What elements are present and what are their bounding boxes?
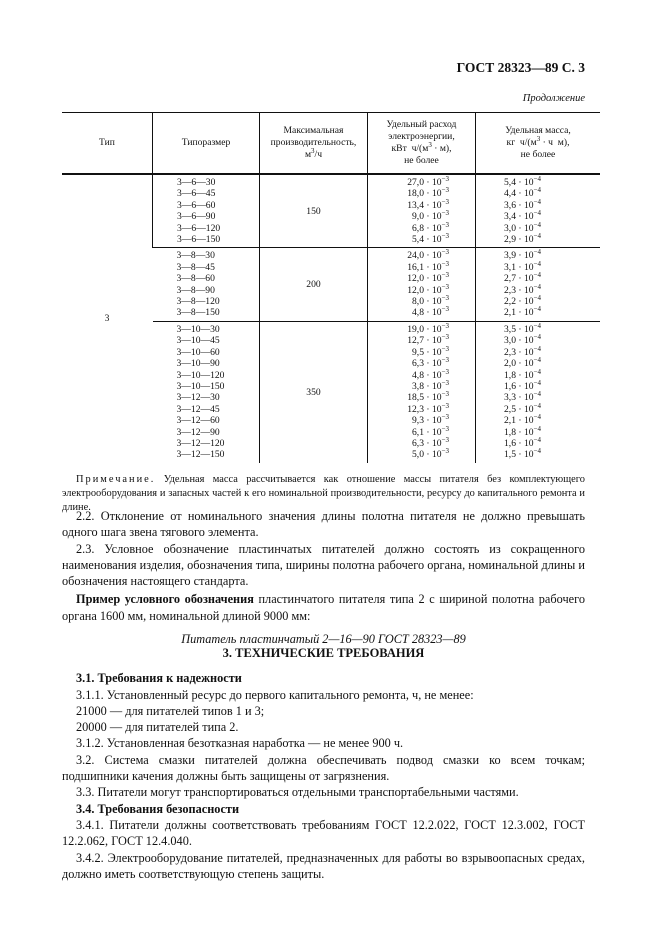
mass-value: $3,0 \cdot 10^{-4}$ — [504, 333, 542, 347]
paragraph-3-1-2: 3.1.2. Установленная безотказная наработка — не менее 900 ч. — [76, 736, 404, 751]
mass-value: $3,0 \cdot 10^{-4}$ — [504, 220, 542, 234]
size-value: 3—12—30 — [176, 392, 220, 404]
mass-value: $3,9 \cdot 10^{-4}$ — [504, 248, 542, 262]
mass-value: $3,5 \cdot 10^{-4}$ — [504, 321, 542, 335]
energy-value: $13,4 \cdot 10^{-3}$ — [407, 197, 450, 211]
col-mass: Удельная масса, кг $ч/(м^3 \cdot ч$ м), не более — [476, 113, 601, 175]
col-size: Типоразмер — [153, 113, 260, 175]
mass-cell — [476, 248, 601, 321]
size-value: 3—6—60 — [177, 199, 216, 211]
size-value: 3—12—45 — [176, 403, 220, 415]
size-value: 3—8—120 — [176, 296, 220, 308]
energy-cell — [368, 321, 476, 462]
mass-value: $1,6 \cdot 10^{-4}$ — [504, 378, 542, 392]
energy-value: $18,5 \cdot 10^{-3}$ — [407, 390, 450, 404]
size-value: 3—10—60 — [176, 346, 220, 358]
mass-value: $3,4 \cdot 10^{-4}$ — [504, 209, 542, 223]
size-value: 3—6—120 — [177, 222, 221, 234]
size-cell — [153, 248, 260, 321]
subsection-3-1: 3.1. Требования к надежности — [76, 671, 242, 686]
mass-value: $2,3 \cdot 10^{-4}$ — [504, 344, 542, 358]
size-value: 3—10—45 — [176, 335, 220, 347]
mass-value: $2,1 \cdot 10^{-4}$ — [504, 412, 542, 427]
energy-value: $9,3 \cdot 10^{-3}$ — [412, 412, 450, 427]
size-value: 3—12—150 — [176, 449, 225, 461]
energy-value: $6,3 \cdot 10^{-3}$ — [412, 435, 450, 449]
size-value: 3—8—90 — [176, 284, 215, 296]
mass-value: $2,9 \cdot 10^{-4}$ — [504, 231, 542, 246]
size-value: 3—8—45 — [176, 261, 215, 273]
mass-value: $2,2 \cdot 10^{-4}$ — [504, 293, 542, 308]
size-value: 3—8—30 — [176, 250, 215, 262]
energy-value: $5,0 \cdot 10^{-3}$ — [412, 447, 450, 461]
example-designation: Питатель пластинчатый 2—16—90 ГОСТ 28323—89 — [181, 632, 466, 647]
energy-value: $6,3 \cdot 10^{-3}$ — [412, 355, 450, 370]
size-cell — [153, 174, 260, 248]
mass-value: $2,7 \cdot 10^{-4}$ — [504, 271, 542, 285]
size-value: 3—8—150 — [176, 307, 220, 319]
mass-value: $1,6 \cdot 10^{-4}$ — [504, 435, 542, 449]
paragraph-3-4-2: 3.4.2. Электрооборудование питателей, предназначенных для работы во взрывоопасных средах, должно иметь соответствующую степень защиты. — [62, 850, 585, 881]
col-capacity: Максимальная производительность, $м^3/ч$ — [260, 113, 368, 175]
mass-value: $4,4 \cdot 10^{-4}$ — [504, 186, 542, 200]
energy-value: $12,0 \cdot 10^{-3}$ — [407, 271, 450, 285]
energy-value: $3,8 \cdot 10^{-3}$ — [412, 378, 450, 392]
energy-value: $5,4 \cdot 10^{-3}$ — [412, 231, 450, 246]
energy-value: $12,3 \cdot 10^{-3}$ — [407, 401, 450, 415]
size-value: 3—10—120 — [176, 369, 225, 381]
energy-value: $12,7 \cdot 10^{-3}$ — [407, 333, 450, 347]
paragraph-3-1-1: 3.1.1. Установленный ресурс до первого капитального ремонта, ч, не менее: — [76, 687, 474, 702]
size-value: 3—10—150 — [176, 380, 225, 392]
mass-value: $3,3 \cdot 10^{-4}$ — [504, 390, 542, 404]
capacity-value: 350 — [306, 386, 321, 398]
size-value: 3—12—90 — [176, 426, 220, 438]
example-text: пластинчатого питателя типа 2 с шириной полотна рабочего органа 1600 мм, номинальной длиной 9000 мм: — [62, 592, 586, 623]
energy-value: $18,0 \cdot 10^{-3}$ — [407, 186, 450, 200]
energy-cell — [368, 174, 476, 248]
mass-value: $2,0 \cdot 10^{-4}$ — [504, 355, 542, 370]
paragraph-3-1-1b: 20000 — для питателей типа 2. — [76, 720, 239, 735]
capacity-cell — [260, 321, 368, 462]
energy-value: $6,8 \cdot 10^{-3}$ — [412, 220, 450, 234]
col-energy: Удельный расход электроэнергии, кВт $ч/(м^3 \cdot м)$, не более — [368, 113, 476, 175]
table-header-row — [62, 113, 600, 175]
paragraph-3-3: 3.3. Питатели могут транспортироваться отдельными транспортабельными частями. — [76, 785, 519, 800]
page-header: ГОСТ 28323—89 С. 3 — [456, 60, 585, 75]
mass-cell — [476, 321, 601, 462]
mass-value: $2,1 \cdot 10^{-4}$ — [504, 305, 542, 319]
size-value: 3—6—90 — [177, 211, 216, 223]
section-2-text — [62, 508, 585, 647]
paragraph-example — [62, 591, 585, 624]
table-row-group — [62, 174, 600, 248]
energy-value: $8,0 \cdot 10^{-3}$ — [412, 293, 450, 308]
capacity-value: 200 — [306, 278, 321, 290]
energy-value: $9,0 \cdot 10^{-3}$ — [412, 209, 450, 223]
paragraph-2-2: 2.2. Отклонение от номинального значения длины полотна питателя не должно превышать одного шага звена тягового элемента. — [62, 509, 585, 540]
capacity-cell — [260, 248, 368, 321]
energy-value: $6,1 \cdot 10^{-3}$ — [412, 424, 450, 438]
paragraph-3-4-1: 3.4.1. Питатели должны соответствовать требованиям ГОСТ 12.2.022, ГОСТ 12.3.002, ГОСТ 12.2.062, ГОСТ 12.4.040. — [62, 817, 585, 849]
energy-value: $19,0 \cdot 10^{-3}$ — [407, 321, 450, 335]
energy-value: $4,8 \cdot 10^{-3}$ — [412, 305, 450, 319]
energy-value: $27,0 \cdot 10^{-3}$ — [407, 174, 450, 188]
note-label: Примечание. — [76, 474, 156, 485]
mass-value: $1,8 \cdot 10^{-4}$ — [504, 424, 542, 438]
size-value: 3—10—90 — [176, 358, 220, 370]
subsection-3-4: 3.4. Требования безопасности — [76, 801, 240, 816]
paragraph-3-2: 3.2. Система смазки питателей должна обеспечивать подвод смазки ко всем точкам; подшипники качения должны быть защищены от загрязнения. — [62, 752, 585, 784]
mass-value: $3,1 \cdot 10^{-4}$ — [504, 259, 542, 273]
size-value: 3—6—45 — [177, 188, 216, 200]
mass-value: $1,8 \cdot 10^{-4}$ — [504, 367, 542, 381]
paragraph-2-3: 2.3. Условное обозначение пластинчатых питателей должно состоять из сокращенного наименования изделия, обозначения типа, ширины полотна рабочего органа, номинальной длины и обозначения настоящего стандарта. — [62, 541, 585, 589]
size-value: 3—12—120 — [176, 437, 225, 449]
paragraph-3-1-1a: 21000 — для питателей типов 1 и 3; — [76, 703, 265, 718]
size-value: 3—8—60 — [176, 273, 215, 285]
energy-value: $4,8 \cdot 10^{-3}$ — [412, 367, 450, 381]
energy-value: $16,1 \cdot 10^{-3}$ — [407, 259, 450, 273]
note-text: Удельная масса рассчитывается как отношение массы питателя без комплектующего электрооборудования и запасных частей к его номинальной производительности, ресурсу до капитального ремонта и длине. — [62, 474, 585, 513]
energy-value: $9,5 \cdot 10^{-3}$ — [412, 344, 450, 358]
size-value: 3—12—60 — [176, 415, 220, 427]
section-title: 3. ТЕХНИЧЕСКИЕ ТРЕБОВАНИЯ — [222, 646, 425, 660]
example-label: Пример условного обозначения — [76, 592, 254, 607]
size-value: 3—6—30 — [177, 177, 216, 188]
continuation-label: Продолжение — [522, 93, 585, 104]
size-value: 3—6—150 — [177, 234, 221, 246]
energy-value: $24,0 \cdot 10^{-3}$ — [407, 248, 450, 262]
energy-value: $12,0 \cdot 10^{-3}$ — [407, 282, 450, 296]
section-3-text — [62, 645, 585, 882]
mass-value: $5,4 \cdot 10^{-4}$ — [504, 174, 542, 188]
size-cell — [153, 321, 260, 462]
specs-table — [62, 112, 600, 463]
mass-value: $1,5 \cdot 10^{-4}$ — [504, 447, 542, 461]
capacity-cell — [260, 174, 368, 248]
type-cell: 3 — [104, 313, 110, 325]
mass-value: $2,5 \cdot 10^{-4}$ — [504, 401, 542, 415]
mass-value: $3,6 \cdot 10^{-4}$ — [504, 197, 542, 211]
mass-cell — [476, 174, 601, 248]
capacity-value: 150 — [306, 205, 321, 217]
energy-cell — [368, 248, 476, 321]
col-type: Тип — [62, 113, 153, 175]
size-value: 3—10—30 — [176, 323, 220, 335]
mass-value: $2,3 \cdot 10^{-4}$ — [504, 282, 542, 296]
